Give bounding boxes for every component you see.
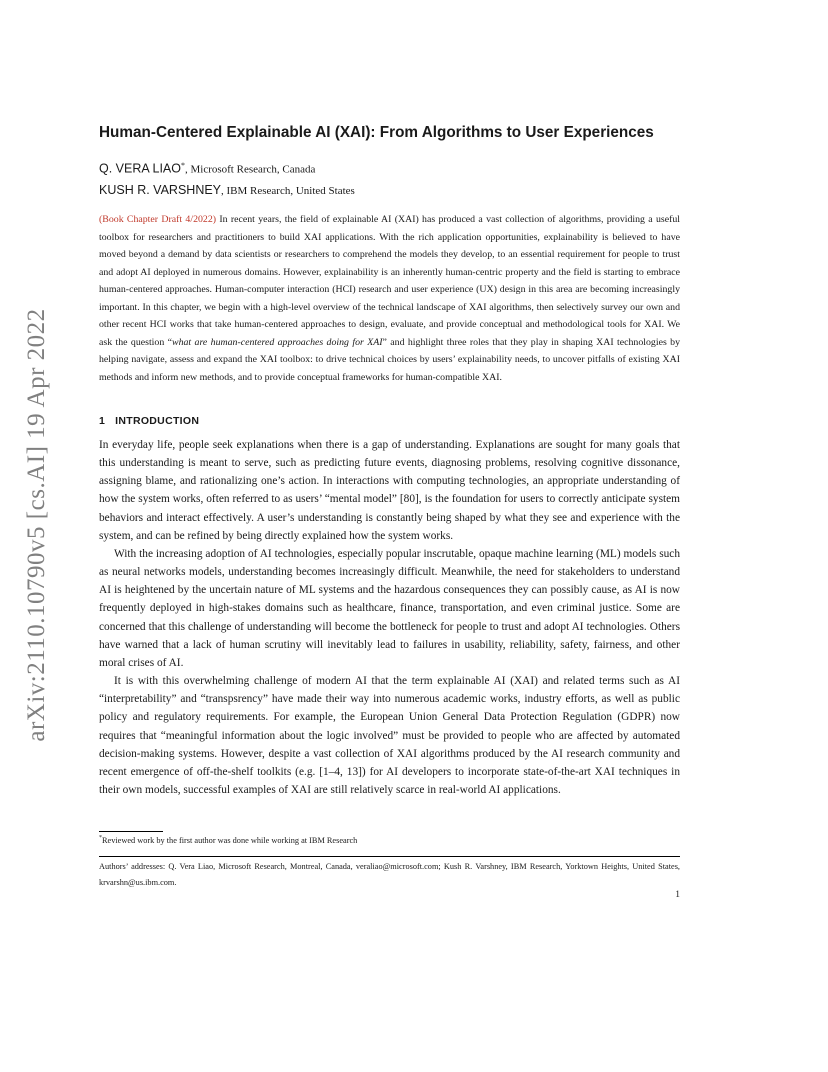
author-affiliation: , Microsoft Research, Canada — [184, 163, 316, 176]
introduction-body — [99, 436, 680, 799]
author-affiliation: , IBM Research, United States — [221, 185, 355, 197]
abstract-text: In recent years, the field of explainable AI (XAI) has produced a vast collection of algorithms, providing a useful toolbox for researchers and practitioners to build XAI applications. With the rich application opportunities, explainability is believed to have moved beyond a demand by data scientists or researchers to comprehend the models they develop, to an essential requirement for people to trust and adopt AI deployed in numerous domains. However, explainability is an inherently human-centric property and the field is starting to embrace human-centered approaches. Human-computer interaction (HCI) research and user experience (UX) design in this area are becoming increasingly important. In this chapter, we begin with a high-level overview of the technical landscape of XAI algorithms, then selectively survey our own and other recent HCI works that take human-centered approaches to design, evaluate, and provide conceptual and methodological tools for XAI. We ask the question “ — [99, 214, 681, 348]
section-number: 1 — [99, 415, 106, 427]
abstract-question: what are human-centered approaches doing for XAI — [172, 336, 383, 348]
paragraph: In everyday life, people seek explanations when there is a gap of understanding. Explanations are sought for many goals that this understanding is meant to serve, such as predicting future events, diagnosing problems, resolving cognitive dissonance, assigning blame, and rationalizing one’s action. In interactions with computing technologies, an appropriate understanding of how the system works, often referred to as users’ “mental model” [80], is the foundation for users to correctly anticipate system behaviors and interact effectively. A user’s understanding is constantly being shaped by what they see and experience with the system, and can be refined by being directly explained how the system works. — [99, 439, 680, 542]
section-heading — [99, 415, 199, 427]
addresses-divider — [99, 856, 680, 857]
arxiv-identifier: arXiv:2110.10790v5 [cs.AI] 19 Apr 2022 — [23, 308, 50, 742]
section-title: INTRODUCTION — [115, 415, 200, 427]
author-footnote-marker: * — [180, 161, 185, 170]
author-addresses: Authors’ addresses: Q. Vera Liao, Microsoft Research, Montreal, Canada, veraliao@microsoft.com; Kush R. Varshney, IBM Research, Yorktown Heights, United States, krvarshn@us.ibm.com. — [99, 862, 680, 887]
footnote-marker: * — [99, 835, 102, 841]
arxiv-identifier-sidebar — [22, 290, 52, 760]
abstract — [99, 211, 680, 386]
draft-tag: (Book Chapter Draft 4/2022) — [99, 214, 217, 225]
author-name: Q. VERA LIAO — [99, 161, 181, 176]
footnote-divider — [99, 831, 163, 832]
page-number: 1 — [675, 890, 680, 900]
abstract-text-end: ” and highlight three roles that they play in shaping XAI technologies by helping navigate, assess and expand the XAI toolbox: to drive technical choices by users’ explainability needs, to uncover pitfalls of existing XAI methods and inform new methods, and to provide conceptual frameworks for human-compatible XAI. — [99, 336, 680, 383]
author-line-1 — [99, 161, 315, 176]
paper-title: Human-Centered Explainable AI (XAI): From Algorithms to User Experiences — [99, 124, 654, 141]
footnote-text: Reviewed work by the first author was done while working at IBM Research — [102, 835, 358, 845]
paragraph: It is with this overwhelming challenge of modern AI that the term explainable AI (XAI) and related terms such as AI “interpretability” and “transpsrency” have made their way into numerous academic works, industry efforts, as well as public policy and regulatory requirements. For example, the European Union General Data Protection Regulation (GDPR) now requires that “meaningful information about the logic involved” must be provided to people who are affected by automated decision-making systems. However, despite a vast collection of XAI algorithms produced by the AI research community and recent emergence of off-the-shelf toolkits (e.g. [1–4, 13]) for AI developers to incorporate state-of-the-art XAI techniques in their own models, successful examples of XAI are still relatively scarce in real-world AI applications. — [99, 675, 680, 796]
footnote — [99, 835, 357, 845]
author-line-2 — [99, 183, 355, 197]
paragraph: With the increasing adoption of AI technologies, especially popular inscrutable, opaque machine learning (ML) models such as neural networks models, understanding becomes increasingly difficult. Meanwhile, the need for stakeholders to understand AI is heightened by the uncertain nature of ML systems and the hazardous consequences they can possibly cause, as AI is now frequently deployed in high-stakes domains such as healthcare, finance, transportation, and even criminal justice. Some are concerned that this challenge of understanding will become the bottleneck for people to trust and adopt AI technologies. Others have warned that a lack of human scrutiny will inevitably lead to failures in usability, reliability, safety, fairness, and other moral crises of AI. — [99, 547, 680, 669]
author-name: KUSH R. VARSHNEY — [99, 183, 222, 197]
